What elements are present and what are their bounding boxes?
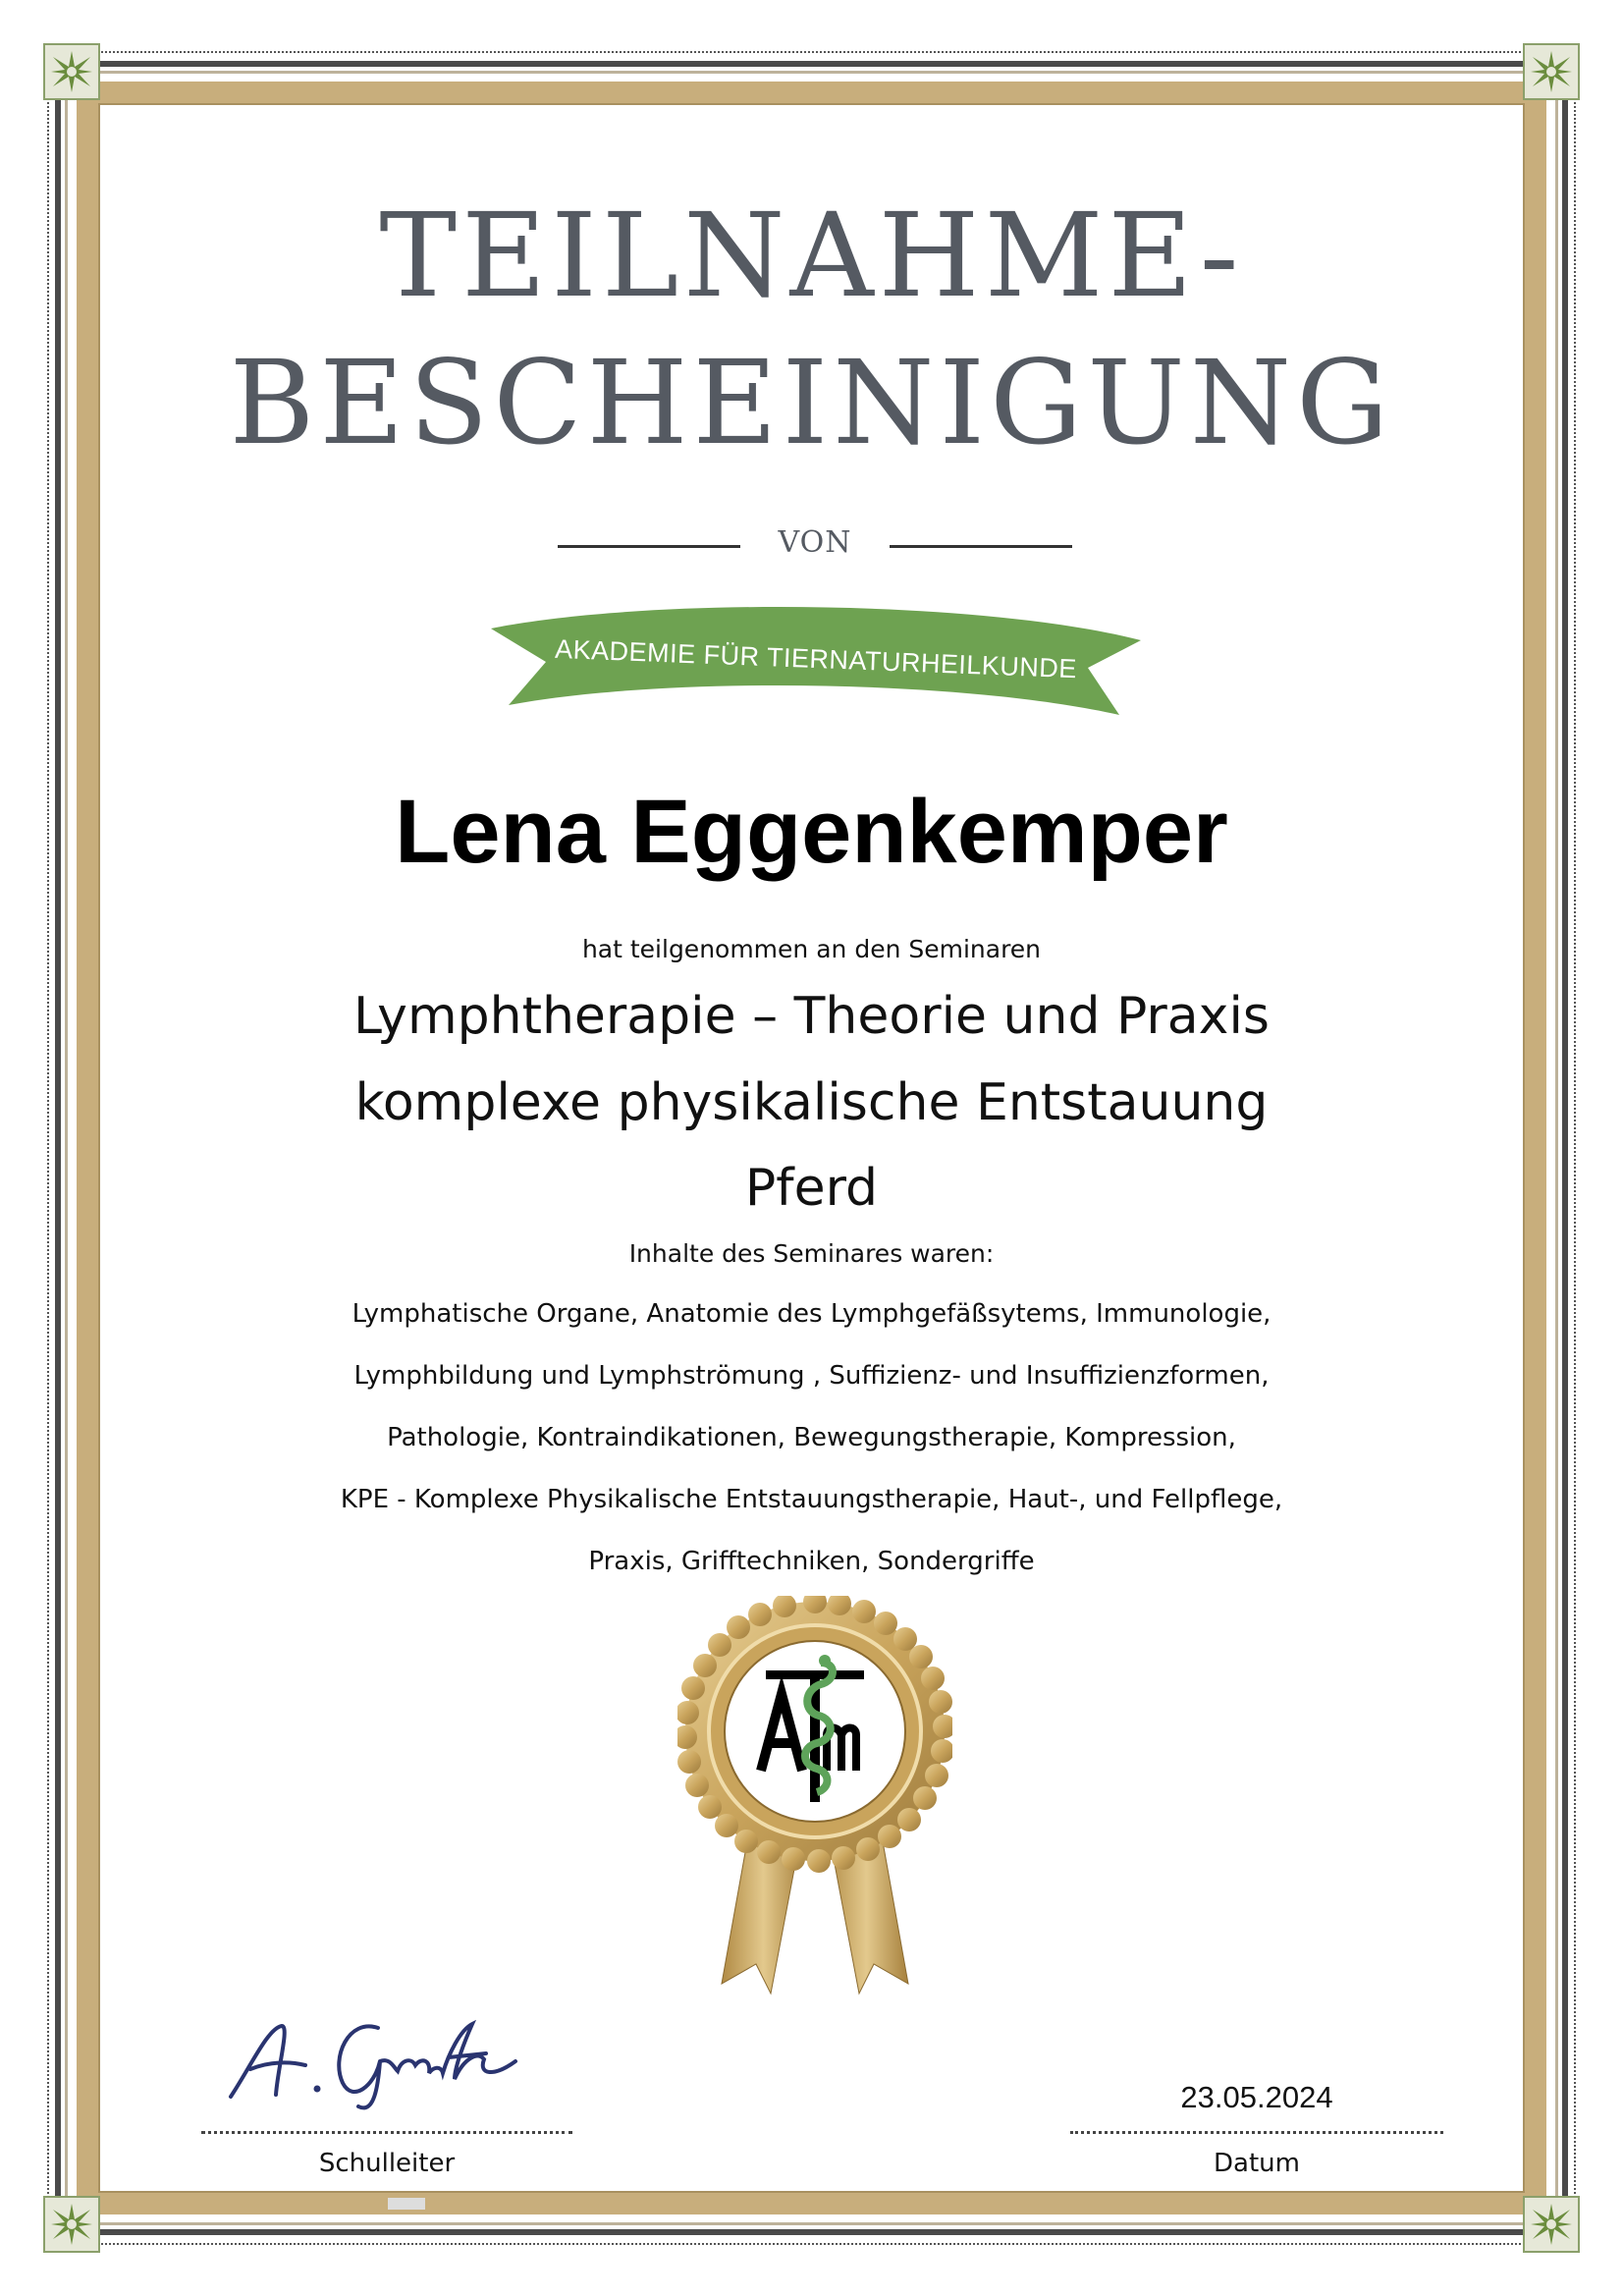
certificate-title-line-1: TEILNAHME- [379, 188, 1244, 323]
contents-list [0, 1294, 1623, 1604]
seminar-title-line-2: komplexe physikalische Entstauung [354, 1073, 1269, 1132]
academy-banner [489, 589, 1143, 717]
von-label: VON [778, 525, 852, 560]
atm-seal-logo [677, 1596, 952, 2008]
signature-caption: Schulleiter [318, 2149, 456, 2178]
scan-mark [388, 2198, 425, 2210]
contents-line: Lymphatische Organe, Anatomie des Lymphgefäßsytems, Immunologie, [352, 1299, 1271, 1329]
von-divider [550, 525, 1080, 565]
participant-name: Lena Eggenkemper [395, 782, 1228, 882]
contents-line: Lymphbildung und Lymphströmung , Suffizienz- und Insuffizienzformen, [353, 1361, 1270, 1391]
contents-line: Pathologie, Kontraindikationen, Bewegungstherapie, Kompression, [387, 1423, 1236, 1452]
contents-line: Praxis, Grifftechniken, Sondergriffe [588, 1547, 1035, 1576]
academy-name: AKADEMIE FÜR TIERNATURHEILKUNDE [554, 633, 1078, 684]
seminar-title-line-1: Lymphtherapie – Theorie und Praxis [352, 987, 1270, 1046]
signature-image [221, 1989, 545, 2116]
contents-heading: Inhalte des Seminares waren: [628, 1239, 995, 1268]
corner-star-icon [1523, 2196, 1580, 2253]
divider-line-right [890, 545, 1072, 548]
date-caption: Datum [1214, 2149, 1300, 2178]
certificate-title-line-2: BESCHEINIGUNG [229, 335, 1394, 470]
date-line [1070, 2131, 1443, 2134]
signature-line [201, 2131, 572, 2134]
participation-statement: hat teilgenommen an den Seminaren [581, 935, 1042, 963]
date-value: 23.05.2024 [1180, 2080, 1333, 2114]
corner-star-icon [43, 2196, 100, 2253]
corner-star-icon [43, 43, 100, 100]
contents-line: KPE - Komplexe Physikalische Entstauungstherapie, Haut-, und Fellpflege, [340, 1485, 1283, 1514]
corner-star-icon [1523, 43, 1580, 100]
seminar-title-line-3: Pferd [744, 1159, 879, 1218]
